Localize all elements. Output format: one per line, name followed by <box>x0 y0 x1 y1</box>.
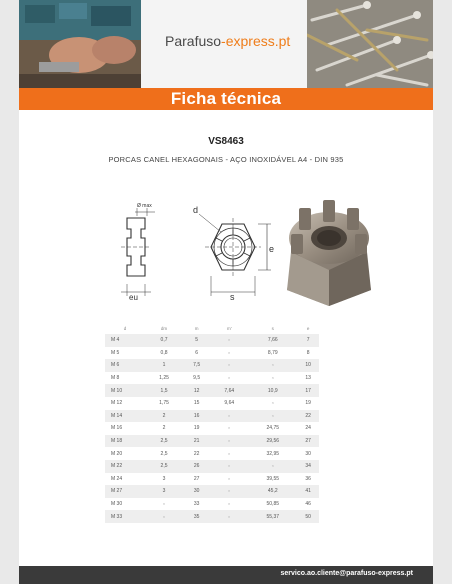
table-cell: 27 <box>297 435 319 448</box>
table-cell: 32,95 <box>266 450 280 457</box>
col-header: d <box>123 325 127 331</box>
table-row <box>105 397 319 410</box>
table-cell: n <box>248 359 297 372</box>
table-cell: n <box>248 410 297 423</box>
table-cell: 33 <box>193 501 200 508</box>
table-cell: 1,5 <box>145 384 183 397</box>
table-row <box>105 372 319 385</box>
spec-table <box>105 322 319 523</box>
col-header: m' <box>226 325 232 331</box>
table-cell: 10 <box>297 359 319 372</box>
table-cell: 26 <box>183 460 210 473</box>
table-cell: 1 <box>145 359 183 372</box>
table-cell: 0,7 <box>145 334 183 347</box>
table-cell: 2,5 <box>160 450 168 457</box>
label-diameter-max: Ø max <box>137 203 152 209</box>
table-row <box>105 485 319 498</box>
table-row <box>105 447 319 460</box>
header <box>19 0 433 88</box>
table-cell: n <box>145 510 183 523</box>
title-banner <box>19 88 433 110</box>
table-cell: 17 <box>297 384 319 397</box>
table-cell: n <box>210 359 248 372</box>
table-cell: M 5 <box>111 349 120 356</box>
table-cell: 45,2 <box>248 485 297 498</box>
table-row <box>105 435 319 448</box>
table-cell: n <box>210 435 248 448</box>
technical-drawing <box>95 196 305 306</box>
table-cell: 35 <box>183 510 210 523</box>
table-cell: 2,5 <box>145 435 183 448</box>
table-row <box>105 347 319 360</box>
table-cell: M 33 <box>105 510 145 523</box>
table-cell: 50,85 <box>266 501 280 508</box>
table-cell: 8 <box>306 349 310 356</box>
col-header: m <box>194 325 199 331</box>
table-cell: M 22 <box>105 460 145 473</box>
table-cell: 22 <box>297 410 319 423</box>
table-cell: n <box>228 451 231 456</box>
table-cell: 50 <box>297 510 319 523</box>
table-cell: n <box>228 476 231 481</box>
table-cell: n <box>271 401 274 406</box>
table-cell: 22 <box>193 450 200 457</box>
table-cell: 12 <box>183 384 210 397</box>
table-cell: 24 <box>305 425 311 432</box>
spec-sheet-page <box>19 0 433 584</box>
table-cell: n <box>271 376 274 381</box>
table-cell: 15 <box>193 400 200 407</box>
table-cell: 27 <box>193 475 200 482</box>
screws-photo <box>307 0 433 88</box>
table-cell: 7,66 <box>248 334 297 347</box>
table-cell: n <box>228 502 231 507</box>
table-row <box>105 410 319 423</box>
brand-name-accent: -express.pt <box>221 33 291 49</box>
table-cell: M 30 <box>111 501 123 508</box>
table-row <box>105 460 319 473</box>
col-header: dm <box>160 325 168 331</box>
label-s: s <box>230 292 235 302</box>
castle-nut-photo <box>281 190 377 308</box>
table-cell: n <box>210 410 248 423</box>
label-d: d <box>193 205 199 215</box>
table-cell: 2 <box>145 410 183 423</box>
banner-title: Ficha técnica <box>170 89 282 108</box>
table-row <box>105 359 319 372</box>
table-cell: 24,75 <box>266 425 280 432</box>
label-e: e <box>269 244 275 254</box>
table-cell: n <box>228 376 231 381</box>
table-cell: M 18 <box>105 435 145 448</box>
brand-name-main: Parafuso <box>165 33 222 49</box>
table-cell: M 27 <box>105 485 145 498</box>
table-cell: M 12 <box>111 400 123 407</box>
product-description: PORCAS CANEL HEXAGONAIS - AÇO INOXIDÁVEL A4 - DIN 935 <box>108 155 344 164</box>
table-cell: 19 <box>305 400 311 407</box>
table-cell: n <box>163 502 165 507</box>
table-cell: 13 <box>305 375 311 382</box>
table-cell: n <box>210 334 248 347</box>
footer-email: servico.ao.cliente@parafuso-express.pt <box>280 570 413 577</box>
table-cell: M 14 <box>105 410 145 423</box>
table-row <box>105 510 319 523</box>
table-cell: 41 <box>297 485 319 498</box>
table-cell: 55,37 <box>248 510 297 523</box>
table-cell: 34 <box>297 460 319 473</box>
table-row <box>105 334 319 347</box>
table-cell: 7 <box>297 334 319 347</box>
table-row <box>105 422 319 435</box>
table-cell: M 6 <box>105 359 145 372</box>
product-code: VS8463 <box>208 136 244 147</box>
table-cell: n <box>228 426 231 431</box>
table-cell: 7,64 <box>210 384 248 397</box>
table-cell: 39,55 <box>266 475 280 482</box>
table-cell: 6 <box>195 349 199 356</box>
table-cell: 30 <box>305 450 311 457</box>
table-cell: 1,75 <box>159 400 169 407</box>
table-cell: n <box>248 460 297 473</box>
table-row <box>105 384 319 397</box>
table-cell: 1,25 <box>159 375 169 382</box>
spec-table-header <box>105 322 319 334</box>
footer-bar <box>19 566 433 584</box>
side-view-drawing <box>121 208 155 296</box>
table-row <box>105 473 319 486</box>
table-cell: 19 <box>193 425 200 432</box>
top-view-drawing <box>199 214 271 296</box>
table-cell: M 8 <box>111 375 120 382</box>
table-cell: 30 <box>183 485 210 498</box>
table-cell: M 16 <box>111 425 123 432</box>
brand-logo <box>165 33 290 49</box>
table-cell: n <box>210 510 248 523</box>
table-cell: 36 <box>305 475 311 482</box>
table-cell: 2,5 <box>145 460 183 473</box>
table-cell: 9,5 <box>193 375 201 382</box>
table-cell: n <box>228 350 231 355</box>
workbench-photo <box>19 0 141 88</box>
col-header: s <box>271 325 274 331</box>
table-cell: 0,8 <box>160 349 168 356</box>
table-cell: M 20 <box>111 450 123 457</box>
label-eu: eu <box>129 293 138 302</box>
table-cell: n <box>210 485 248 498</box>
table-cell: 29,56 <box>248 435 297 448</box>
table-cell: n <box>210 460 248 473</box>
table-cell: 3 <box>162 475 166 482</box>
table-cell: M 10 <box>105 384 145 397</box>
table-cell: 10,9 <box>248 384 297 397</box>
table-row <box>105 498 319 511</box>
table-cell: 46 <box>305 501 311 508</box>
table-cell: M 4 <box>105 334 145 347</box>
table-cell: 5 <box>183 334 210 347</box>
table-cell: 7,5 <box>183 359 210 372</box>
table-cell: 16 <box>183 410 210 423</box>
table-cell: 3 <box>145 485 183 498</box>
table-cell: 8,79 <box>267 349 278 356</box>
col-header: e <box>306 325 310 331</box>
table-cell: 2 <box>162 425 166 432</box>
table-cell: M 24 <box>111 475 123 482</box>
table-cell: 21 <box>183 435 210 448</box>
table-cell: 9,64 <box>224 400 235 407</box>
